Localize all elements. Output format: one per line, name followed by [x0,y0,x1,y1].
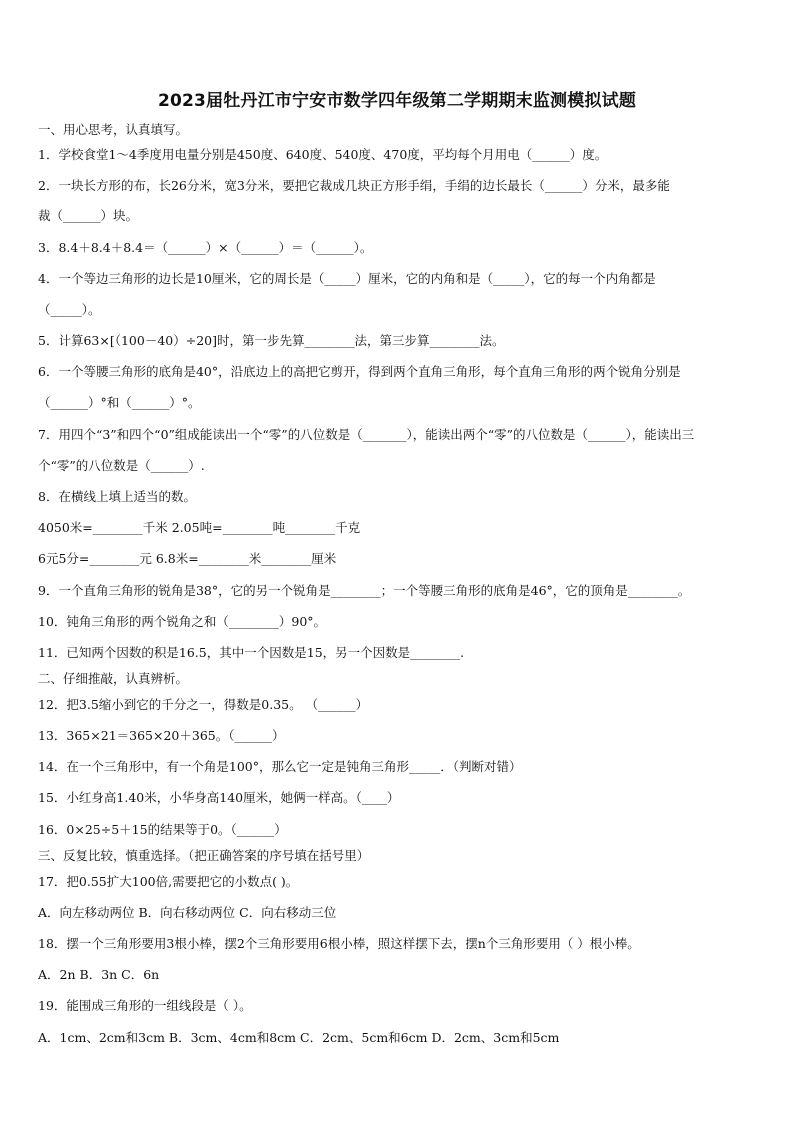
page-title: 2023届牡丹江市宁安市数学四年级第二学期期末监测模拟试题 [157,91,637,111]
question-line: （______）°和（______）°。 [38,395,201,410]
question-line: 11．已知两个因数的积是16.5，其中一个因数是15，另一个因数是________. [38,645,465,660]
question-line: 个“零”的八位数是（______）. [38,458,205,473]
section-heading: 三、反复比较，慎重选择。（把正确答案的序号填在括号里） [38,848,370,863]
question-line: 6元5分=________元 6.8米=________米________厘米 [38,551,337,566]
question-line: 14．在一个三角形中，有一个角是100°，那么它一定是钝角三角形_____．（判断对错） [38,759,522,774]
question-line: 4050米=________千米 2.05吨=________吨________千克 [38,520,361,535]
question-line: 5．计算63×[（100－40）÷20]时，第一步先算________法，第三步算________法。 [38,333,505,348]
question-line: 2．一块长方形的布，长26分米，宽3分米，要把它裁成几块正方形手绢，手绢的边长最长（______）分米，最多能 [38,178,670,193]
option-line: A．向左移动两位 B．向右移动两位 C．向右移动三位 [38,905,337,920]
question-line: 10．钝角三角形的两个锐角之和（________）90°。 [38,614,327,629]
section-heading: 一、用心思考，认真填写。 [38,122,189,137]
section-heading: 二、仔细推敲，认真辨析。 [38,671,189,686]
question-line: 17．把0.55扩大100倍,需要把它的小数点( )。 [38,874,299,889]
question-line: 18．摆一个三角形要用3根小棒，摆2个三角形要用6根小棒，照这样摆下去，摆n个三角形要用（ ）根小棒。 [38,936,640,951]
question-line: （_____）。 [38,302,101,317]
question-line: 7．用四个“3”和四个“0”组成能读出一个“零”的八位数是（_______），能读出两个“零”的八位数是（______），能读出三 [38,427,695,442]
question-line: 12．把3.5缩小到它的千分之一，得数是0.35。 （______） [38,697,369,712]
question-line: 15．小红身高1.40米，小华身高140厘米，她俩一样高。（____） [38,790,400,805]
option-line: A．2n B．3n C．6n [38,967,160,982]
option-line: A．1cm、2cm和3cm B．3cm、4cm和8cm C．2cm、5cm和6cm D．2cm、3cm和5cm [38,1030,560,1045]
question-line: 1．学校食堂1～4季度用电量分别是450度、640度、540度、470度，平均每个月用电（______）度。 [38,147,608,162]
question-line: 19．能围成三角形的一组线段是（ ）。 [38,998,252,1013]
question-line: 6．一个等腰三角形的底角是40°，沿底边上的高把它剪开，得到两个直角三角形，每个直角三角形的两个锐角分别是 [38,364,681,379]
question-line: 8．在横线上填上适当的数。 [38,489,196,504]
question-line: 4．一个等边三角形的边长是10厘米，它的周长是（_____）厘米，它的内角和是（_____），它的每一个内角都是 [38,271,656,286]
question-line: 裁（______）块。 [38,208,139,223]
question-line: 13．365×21＝365×20＋365。（______） [38,728,285,743]
question-line: 9．一个直角三角形的锐角是38°，它的另一个锐角是________；一个等腰三角形的底角是46°，它的顶角是________。 [38,583,691,598]
question-line: 3．8.4＋8.4＋8.4＝（______）×（______）＝（______）。 [38,240,373,255]
question-line: 16．0×25÷5＋15的结果等于0。（______） [38,822,287,837]
